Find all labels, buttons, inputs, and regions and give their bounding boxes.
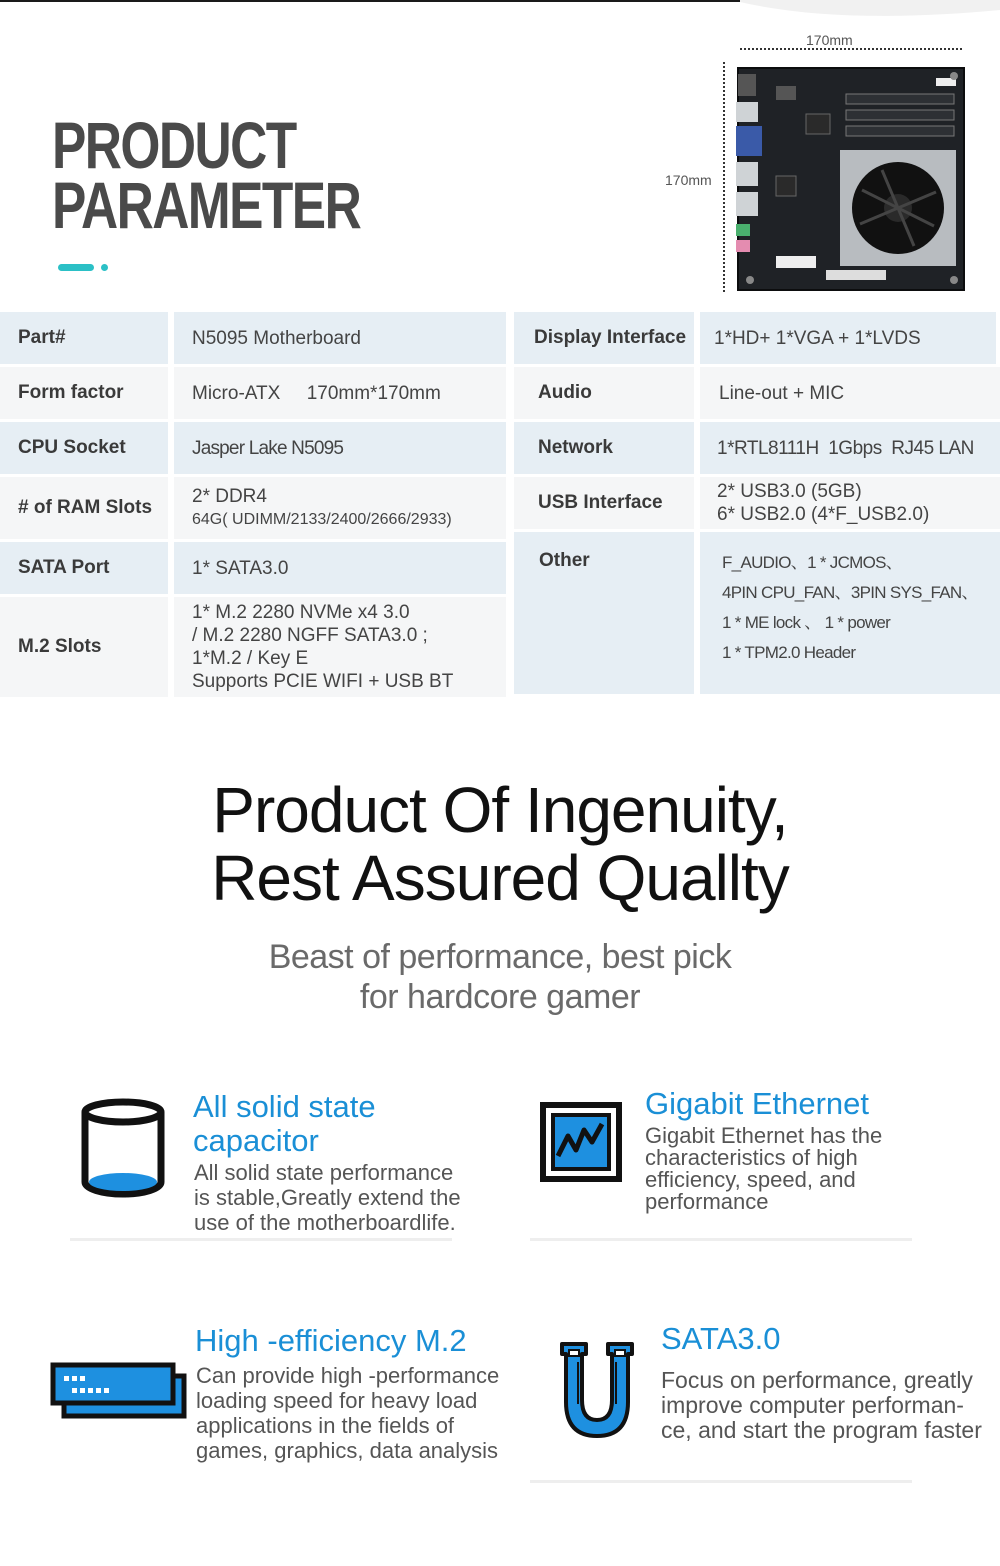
- sata-cable-icon: [556, 1340, 638, 1440]
- accent-dot: [101, 264, 108, 271]
- spec-value-display-interface: [700, 312, 996, 364]
- feature-divider: [530, 1480, 912, 1483]
- feature-desc-line: efficiency, speed, and: [645, 1167, 856, 1192]
- spec-value-line: 1* SATA3.0: [192, 557, 289, 579]
- feature-desc-line: loading speed for heavy load: [196, 1388, 478, 1413]
- spec-value-line: 64G( UDIMM/2133/2400/2666/2933): [192, 511, 452, 528]
- feature-desc-line: is stable,Greatly extend the: [194, 1185, 461, 1210]
- subheadline-line2: for hardcore gamer: [359, 978, 641, 1016]
- feature-desc-line: Focus on performance, greatly: [661, 1367, 973, 1393]
- spec-value-line: 2* DDR4: [192, 486, 267, 507]
- spec-value-line: Line-out + MIC: [719, 382, 845, 404]
- feature-desc-line: Can provide high -performance: [196, 1363, 500, 1388]
- feature-desc-m2: [196, 1363, 499, 1463]
- spec-label-cpu-socket: CPU Socket: [0, 422, 168, 474]
- spec-value-line: N5095 Motherboard: [192, 327, 361, 349]
- feature-title-sata: [661, 1322, 780, 1356]
- feature-desc-line: performance: [645, 1189, 769, 1214]
- feature-desc-line: ce, and start the program faster: [661, 1417, 982, 1443]
- spec-value-form-factor: [174, 367, 506, 419]
- spec-value-line: Micro-ATX 170mm*170mm: [192, 382, 441, 404]
- feature-divider: [530, 1238, 912, 1241]
- feature-title-line: capacitor: [193, 1123, 319, 1158]
- feature-desc-line: All solid state performance: [194, 1160, 454, 1185]
- spec-label-m2-slots: M.2 Slots: [0, 597, 168, 697]
- feature-desc-line: use of the motherboardlife.: [194, 1210, 456, 1235]
- feature-desc-line: games, graphics, data analysis: [196, 1438, 499, 1463]
- spec-value-line: 1*M.2 / Key E: [192, 648, 309, 669]
- feature-title-m2: [195, 1324, 467, 1358]
- spec-label-audio: Audio: [514, 367, 694, 419]
- spec-value-cpu-socket: [174, 422, 506, 474]
- spec-value-line: 2* USB3.0 (5GB): [717, 481, 862, 502]
- feature-desc-line: characteristics of high: [645, 1145, 858, 1170]
- spec-value-line: / M.2 2280 NGFF SATA3.0 ;: [192, 625, 428, 646]
- m2-ssd-icon: [50, 1362, 188, 1420]
- feature-title-line: Gigabit Ethernet: [645, 1086, 870, 1121]
- spec-value-line: 1*HD+ 1*VGA + 1*LVDS: [714, 327, 921, 349]
- spec-value-m2-slots: [174, 597, 506, 697]
- feature-title-capacitor: [193, 1090, 376, 1158]
- page-title-line2: PARAMETER: [52, 168, 361, 242]
- feature-desc-sata: [661, 1368, 982, 1443]
- headline-line2: Rest Assured Quallty: [211, 842, 789, 914]
- spec-value-line: F_AUDIO、1 * JCMOS、: [722, 553, 903, 572]
- height-dimension-line: [723, 62, 725, 292]
- spec-value-line: 1* M.2 2280 NVMe x4 3.0: [192, 602, 410, 623]
- spec-value-usb-interface: [700, 477, 1000, 529]
- spec-value-line: 1 * ME lock 、 1 * power: [722, 613, 891, 632]
- spec-value-line: 1 * TPM2.0 Header: [722, 643, 856, 662]
- capacitor-icon: [80, 1098, 166, 1198]
- feature-desc-ethernet: [645, 1125, 882, 1213]
- spec-value-line: 1*RTL8111H 1Gbps RJ45 LAN: [717, 437, 974, 459]
- feature-title-line: All solid state: [193, 1089, 376, 1124]
- spec-label-display-interface: Display Interface: [514, 312, 694, 364]
- spec-label-usb-interface: USB Interface: [514, 477, 694, 529]
- spec-value-sata-port: [174, 542, 506, 594]
- spec-value-audio: [700, 367, 1000, 419]
- accent-bar: [58, 264, 94, 271]
- spec-value-line: Supports PCIE WIFI + USB BT: [192, 671, 454, 692]
- height-dimension-label: 170mm: [665, 172, 712, 188]
- spec-label-other: Other: [514, 532, 694, 694]
- spec-label-network: Network: [514, 422, 694, 474]
- spec-label-part: Part#: [0, 312, 168, 364]
- feature-desc-line: applications in the fields of: [196, 1413, 455, 1438]
- spec-value-line: 6* USB2.0 (4*F_USB2.0): [717, 504, 930, 525]
- feature-desc-capacitor: [194, 1160, 461, 1235]
- spec-label-sata-port: SATA Port: [0, 542, 168, 594]
- header-swoosh: [720, 0, 1000, 30]
- spec-value-ram-slots: [174, 477, 506, 539]
- spec-value-other: [700, 532, 1000, 694]
- spec-label-form-factor: Form factor: [0, 367, 168, 419]
- feature-title-ethernet: [645, 1087, 869, 1121]
- headline-line1: Product Of Ingenuity,: [212, 774, 788, 846]
- spec-value-network: [700, 422, 1000, 474]
- spec-value-line: 4PIN CPU_FAN、3PIN SYS_FAN、: [722, 583, 978, 602]
- feature-title-line: High -efficiency M.2: [195, 1323, 467, 1358]
- subheadline-line1: Beast of performance, best pick: [268, 938, 732, 976]
- spec-value-part: [174, 312, 506, 364]
- spec-label-ram-slots: # of RAM Slots: [0, 477, 168, 539]
- page-title-line1: PRODUCT: [52, 108, 296, 182]
- spec-value-line: Jasper Lake N5095: [192, 437, 344, 459]
- feature-title-line: SATA3.0: [661, 1321, 781, 1356]
- feature-desc-line: improve computer performan-: [661, 1392, 964, 1418]
- width-dimension-line: [740, 48, 962, 50]
- feature-divider: [70, 1238, 452, 1241]
- width-dimension-label: 170mm: [806, 32, 853, 48]
- ethernet-monitor-icon: [540, 1102, 622, 1182]
- motherboard-image: [736, 66, 966, 292]
- feature-desc-line: Gigabit Ethernet has the: [645, 1123, 883, 1148]
